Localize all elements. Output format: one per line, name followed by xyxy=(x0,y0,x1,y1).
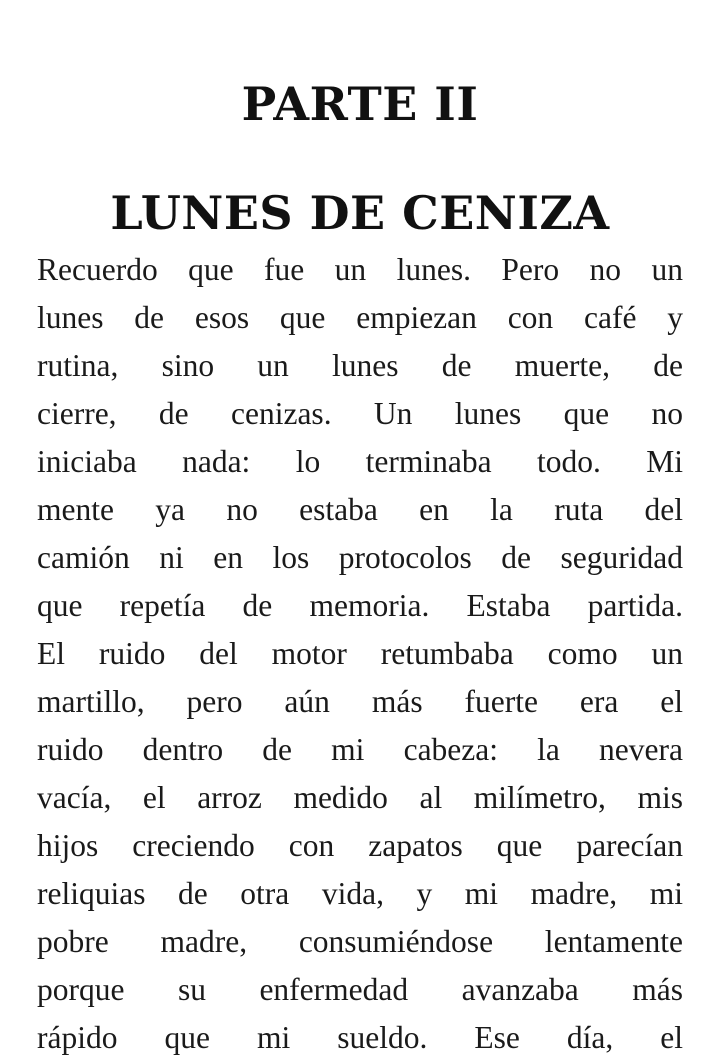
text-line: mente ya no estaba en la ruta del xyxy=(37,492,683,527)
text-line: iniciaba nada: lo terminaba todo. Mi xyxy=(37,444,683,479)
text-line: Recuerdo que fue un lunes. Pero no un xyxy=(37,252,683,287)
text-line: rápido que mi sueldo. Ese día, el xyxy=(37,1020,683,1055)
text-line: porque su enfermedad avanzaba más xyxy=(37,972,683,1007)
text-line: ruido dentro de mi cabeza: la nevera xyxy=(37,732,683,767)
text-line: hijos creciendo con zapatos que parecían xyxy=(37,828,683,863)
text-line: que repetía de memoria. Estaba partida. xyxy=(37,588,683,623)
text-line: pobre madre, consumiéndose lentamente xyxy=(37,924,683,959)
text-line: martillo, pero aún más fuerte era el xyxy=(37,684,683,719)
part-title: PARTE II xyxy=(241,76,479,131)
chapter-title: LUNES DE CENIZA xyxy=(110,186,610,241)
chapter-body-text xyxy=(37,246,683,1062)
text-line: rutina, sino un lunes de muerte, de xyxy=(37,348,683,383)
text-line: vacía, el arroz medido al milímetro, mis xyxy=(37,780,683,815)
text-line: camión ni en los protocolos de seguridad xyxy=(37,540,683,575)
text-line: reliquias de otra vida, y mi madre, mi xyxy=(37,876,683,911)
text-line: El ruido del motor retumbaba como un xyxy=(37,636,683,671)
text-line: lunes de esos que empiezan con café y xyxy=(37,300,683,335)
text-line: cierre, de cenizas. Un lunes que no xyxy=(37,396,683,431)
